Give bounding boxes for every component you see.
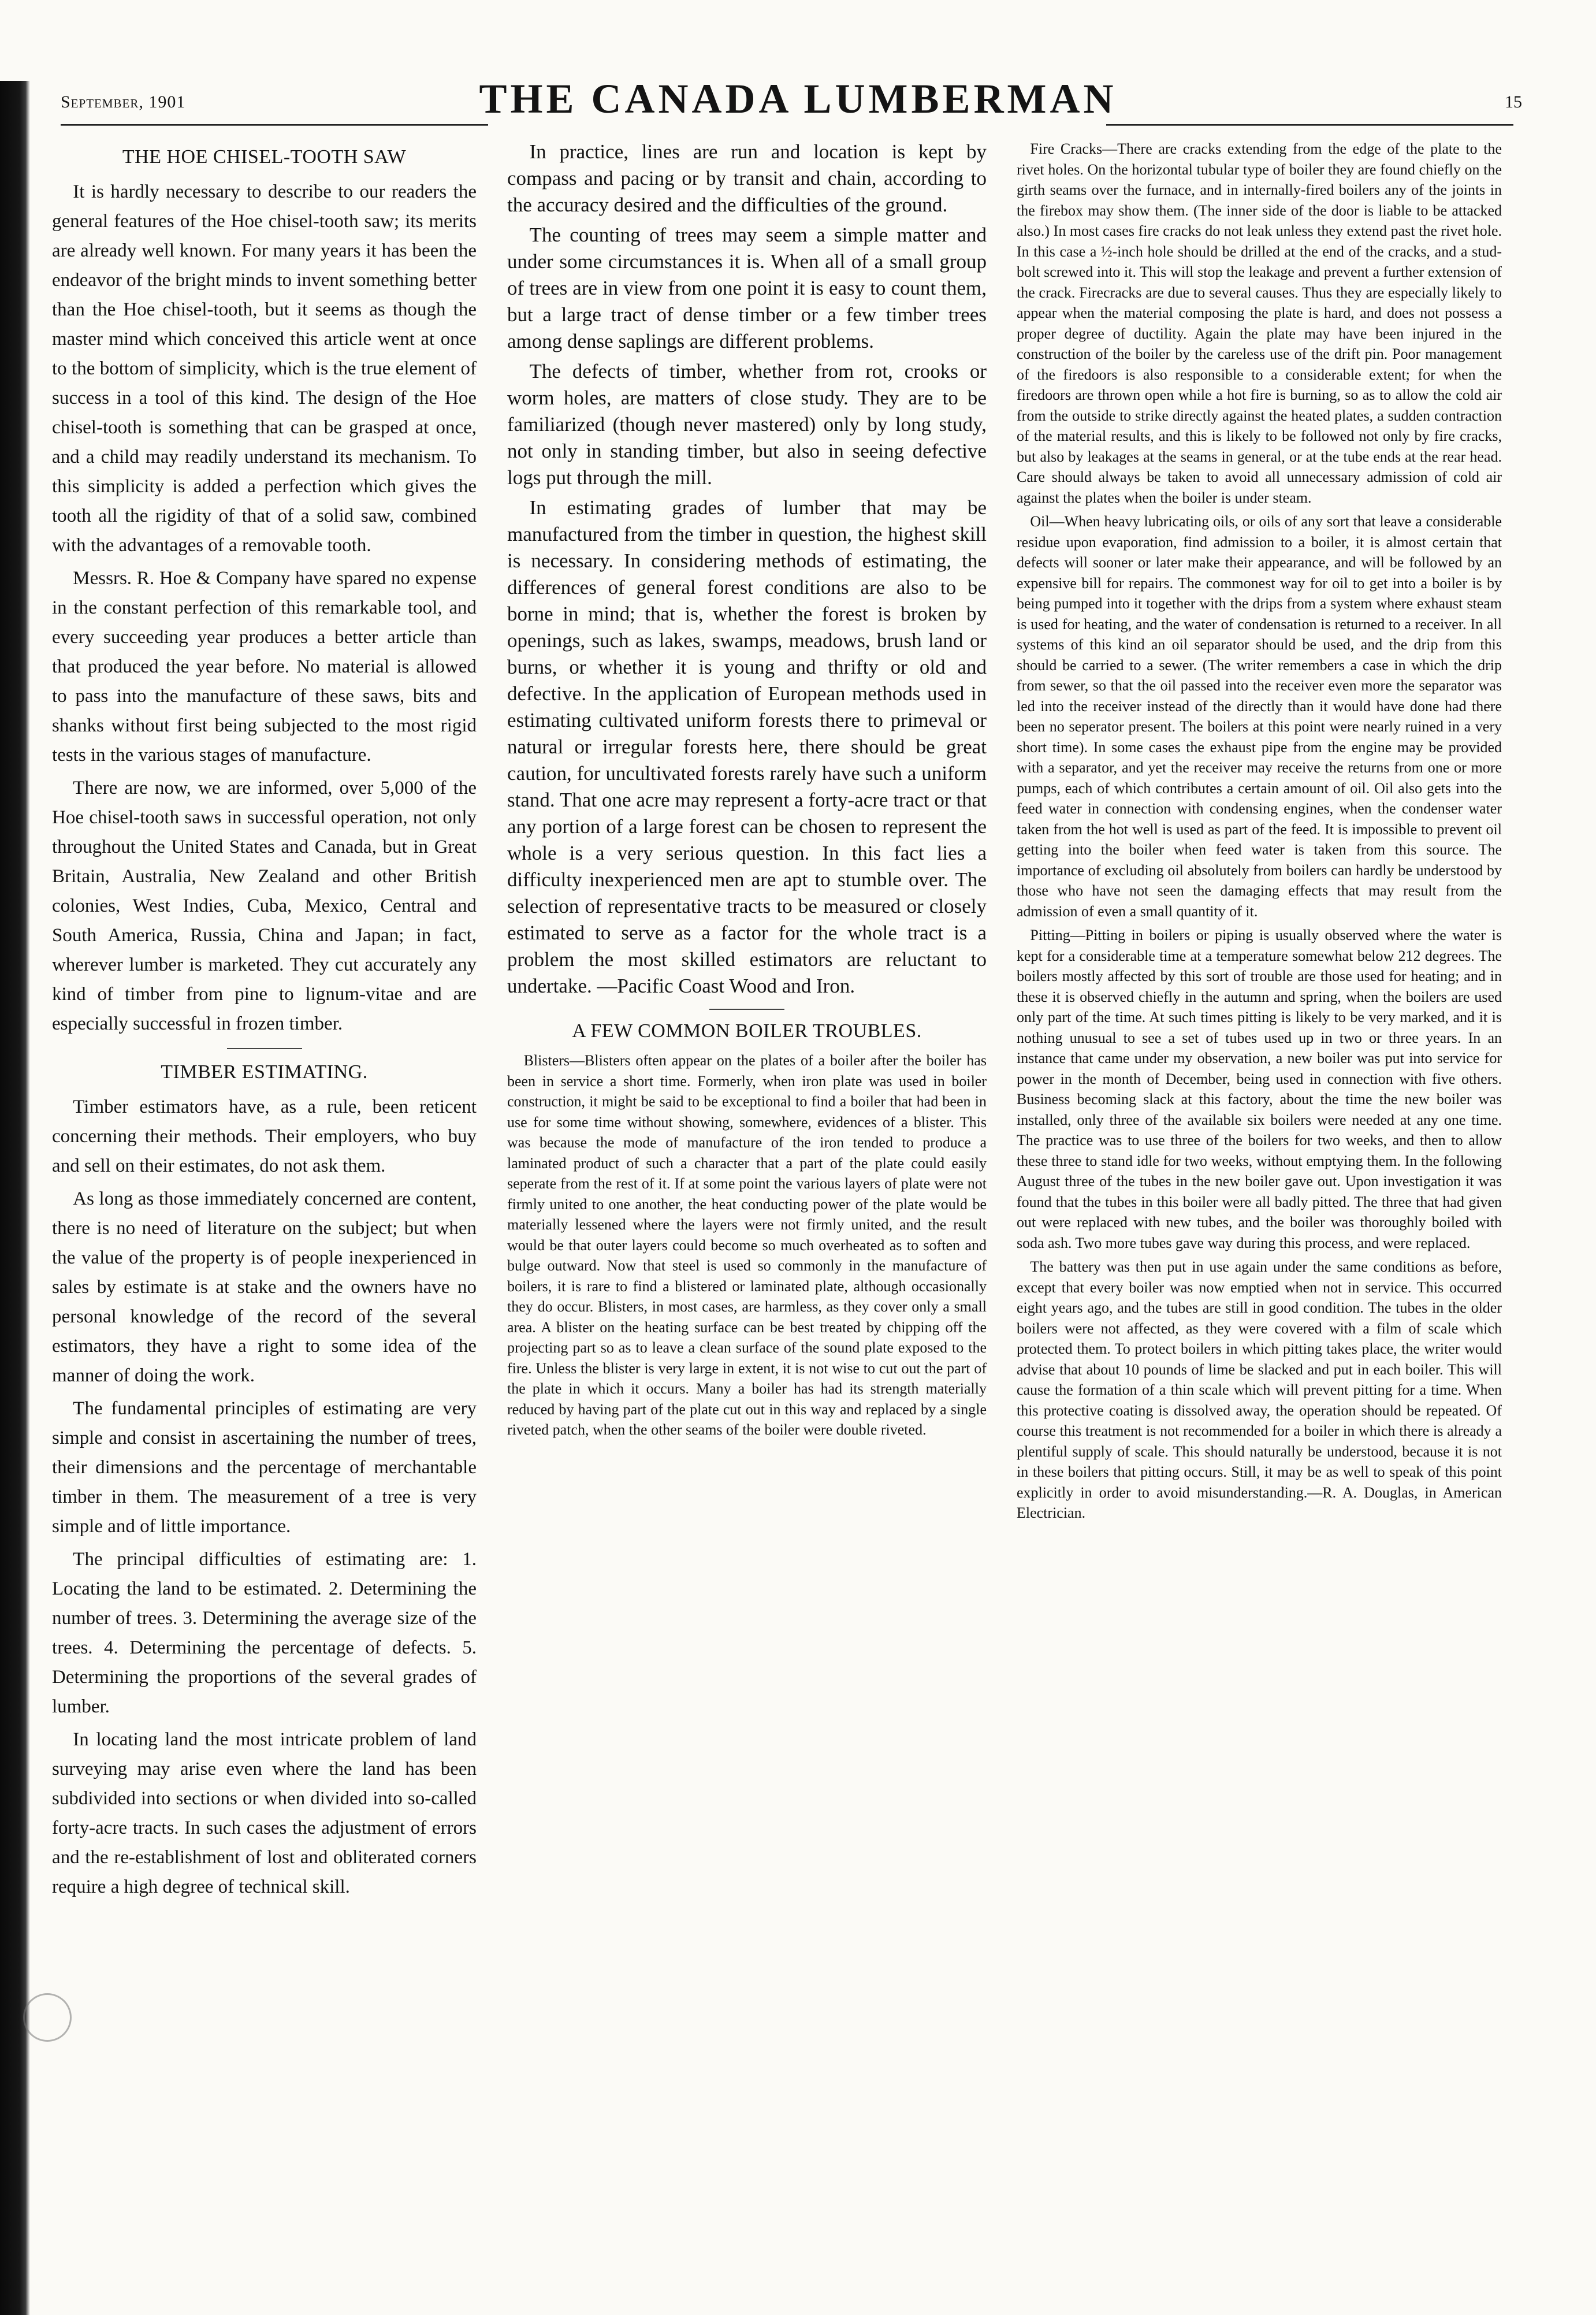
article-paragraph: Messrs. R. Hoe & Company have spared no expense in the constant perfection of this remarkable tool, and every succeeding year produces a better article than that produced the year before. No material is allowed to pass into the manufacture of these saws, bits and shanks without first being subjected to the most rigid tests in the various stages of manufacture. bbox=[52, 568, 477, 766]
article-paragraph: Oil—When heavy lubricating oils, or oils of any sort that leave a considerable residue upon evaporation, find admission to a boiler, it is almost certain that defects will sooner or later make their appearance, and will be followed by an expensive bill for repairs. The commonest way for oil to get into a boiler is by being pumped into it together with the drips from a system where exhaust steam is used for heating, and the water of condensation is returned to a receiver. In all systems of this kind an oil separator should be used, and the drip from this should be carried to a sewer. (The writer remembers a case in which the drip from sewer, so that the oil passed into the receiver even more the separator was led into the receiver instead of the directly than it would have done had there been no seperator present. The boilers at this point were nearly ruined in a very short time). In some cases the exhaust pipe from the engine may be provided with a separator, and yet the receiver may receive the returns from one or more pumps, each of which contributes a certain amount of oil. Oil also gets into the feed water in connection with condensing engines, when the condenser water taken from the hot well is used as part of the feed. It is impossible to prevent oil getting into the boiler when feed water is taken from this source. The importance of excluding oil absolutely from boilers can hardly be understood by those who have not seen the damaging effects that may result from the admission of even a small quantity of it. bbox=[1017, 513, 1502, 920]
article-paragraph: In practice, lines are run and location is kept by compass and pacing or by transit and chain, according to the accuracy desired and the difficulties of the ground. bbox=[507, 140, 987, 216]
article-paragraph: As long as those immediately concerned are content, there is no need of literature on the subject; but when the value of the property is of people inexperienced in sales by estimate is at stake and the owners have no personal knowledge of the record of the several estimators, they have a right to some idea of the manner of doing the work. bbox=[52, 1188, 477, 1386]
article-paragraph: There are now, we are informed, over 5,000 of the Hoe chisel-tooth saws in successful operation, not only throughout the United States and Canada, but in Great Britain, Australia, New Zealand and other British colonies, West Indies, Cuba, Mexico, Central and South America, Russia, China and Japan; in fact, wherever lumber is marketed. They cut accurately any kind of timber from pine to lignum-vitae and are especially successful in frozen timber. bbox=[52, 778, 477, 1034]
article-paragraph: Fire Cracks—There are cracks extending from the edge of the plate to the rivet holes. On the horizontal tubular type of boiler they are found chiefly on the girth seams over the furnace, and in internally-fired boilers any of the joints in the firebox may show them. (The inner side of the door is liable to be attacked also.) In most cases fire cracks do not leak unless they extend past the rivet hole. In this case a ½-inch hole should be drilled at the end of the cracks, and a stud-bolt screwed into it. This will stop the leakage and prevent a further extension of the crack. Firecracks are due to several causes. Thus they are especially likely to appear when the material composing the plate is hard, and does not possess a proper degree of ductility. Again the plate may have been injured in the construction of the boiler by the careless use of the drift pin. Poor management of the firedoors is also responsible to a considerable extent; for when the firedoors are thrown open while a hot fire is burning, so as to allow the cold air from the outside to strike directly against the heated plates, a sudden contraction of the material results, and this is likely to be followed not only by fire cracks, but also by leakages at the seams in general, or at the tube ends at the rear head. Care should always be taken to avoid all unnecessary admission of cold air against the plates when the boiler is under steam. bbox=[1017, 140, 1502, 506]
article-paragraph: The fundamental principles of estimating are very simple and consist in ascertaining the number of trees, their dimensions and the percentage of merchantable timber in them. The measurement of a tree is very simple and of little importance. bbox=[52, 1398, 477, 1537]
page-binding-edge bbox=[0, 81, 30, 2315]
article-paragraph: The defects of timber, whether from rot, crooks or worm holes, are matters of close study. They are to be familiarized (though never mastered) only by long study, not only in standing timber, but also in seeing defective logs put through the mill. bbox=[507, 360, 987, 489]
column-1 bbox=[52, 139, 477, 2282]
article-paragraph: The counting of trees may seem a simple matter and under some circumstances it is. When all of a small group of trees are in view from one point it is easy to count them, but a large tract of dense timber or a few timber trees among dense saplings are different problems. bbox=[507, 224, 987, 352]
column-2 bbox=[507, 139, 987, 2190]
article-paragraph: The principal difficulties of estimating are: 1. Locating the land to be estimated. 2. Determining the number of trees. 3. Determining the average size of the trees. 4. Determining the percentage of defects. 5. Determining the proportions of the several grades of lumber. bbox=[52, 1549, 477, 1717]
masthead-rule-right bbox=[1106, 124, 1513, 126]
article-divider bbox=[227, 1048, 302, 1049]
article-paragraph: In estimating grades of lumber that may be manufactured from the timber in question, the highest skill is necessary. In considering methods of estimating, the differences of general forest conditions are also to be borne in mind; that is, whether the forest is broken by openings, such as lakes, swamps, meadows, brush land or burns, or whether it is young and thrifty or old and defective. In the application of European methods used in estimating cultivated uniform forests there to primeval or natural or irregular forests here, there should be great caution, for uncultivated forests rarely have such a uniform stand. That one acre may represent a forty-acre tract or that any portion of a large forest can be chosen to represent the whole is a very serious question. In this fact lies a difficulty inexperienced men are apt to stumble over. The selection of representative tracts to be measured or closely estimated to serve as a factor for the whole tract is a problem the most skilled estimators are reluctant to undertake. —Pacific Coast Wood and Iron. bbox=[507, 496, 987, 997]
article-paragraph: It is hardly necessary to describe to our readers the general features of the Hoe chisel-tooth saw; its merits are already well known. For many years it has been the endeavor of the bright minds to invent something better than the Hoe chisel-tooth, but it seems as though the master mind which conceived this article went at once to the bottom of simplicity, which is the true element of success in a tool of this kind. The design of the Hoe chisel-tooth is something that can be grasped at once, and a child may readily understand its mechanism. To this simplicity is added a perfection which gives the tooth all the rigidity of that of a solid saw, combined with the advantages of a removable tooth. bbox=[52, 181, 477, 556]
article-paragraph: Timber estimators have, as a rule, been reticent concerning their methods. Their employers, who buy and sell on their estimates, do not ask them. bbox=[52, 1097, 477, 1176]
article-title-boiler-troubles: A FEW COMMON BOILER TROUBLES. bbox=[572, 1020, 922, 1042]
publication-title: THE CANADA LUMBERMAN bbox=[479, 76, 1117, 122]
issue-date: September, 1901 bbox=[61, 92, 186, 112]
article-divider bbox=[709, 1009, 784, 1010]
article-paragraph: The battery was then put in use again under the same conditions as before, except that every boiler was now emptied when not in service. This occurred eight years ago, and the tubes are still in good condition. The tubes in the older boilers were not affected, as they were covered with a film of scale which protected them. To protect boilers in which pitting takes place, the writer would advise that about 10 pounds of lime be slacked and put in each boiler. This will cause the formation of a thin scale which will prevent pitting for a time. When this protective coating is dissolved away, the operation should be repeated. Of course this treatment is not recommended for a boiler in which there is already a plentiful supply of scale. This should naturally be understood, because it is not in these boilers that pitting occurs. Still, it may be as well to speak of this point explicitly in order to avoid misunderstanding.—R. A. Douglas, in American Electrician. bbox=[1017, 1258, 1502, 1521]
column-3 bbox=[1017, 139, 1502, 2253]
article-paragraph: Blisters—Blisters often appear on the plates of a boiler after the boiler has been in service a short time. Formerly, when iron plate was used in boiler construction, it might be said to be exceptional to find a boiler that had been in use for some time without showing, somewhere, evidences of a blister. This was because the mode of manufacture of the iron tended to produce a laminated product of such a character that a part of the plate could easily seperate from the rest of it. If at some point the various layers of plate were not firmly united to one another, the heat conducting power of the plate would be materially lessened where the layers were not firmly united, and the result would be that outer layers could become so much overheated as to soften and bulge outward. Now that steel is used so commonly in the manufacture of boilers, it is rare to find a blistered or laminated plate, although occasionally they do occur. Blisters, in most cases, are harmless, as they cover only a small area. A blister on the heating surface can be best treated by chipping off the projecting part so as to leave a clean surface of the sound plate exposed to the fire. Unless the blister is very large in extent, it is not wise to cut out the part of the plate in which it occurs. Many a boiler has had its strength materially reduced by having part of the plate cut out in this way and replaced by a single riveted patch, when the other seams of the boiler were double riveted. bbox=[507, 1052, 987, 1438]
article-title-timber-estimating: TIMBER ESTIMATING. bbox=[161, 1061, 368, 1083]
article-paragraph: Pitting—Pitting in boilers or piping is usually observed where the water is kept for a considerable time at a temperature somewhat below 212 degrees. The boilers mostly affected by this sort of trouble are those used for heating; and in these it is observed chiefly in the autumn and spring, when the boilers are used only part of the time. At such times pitting is likely to be very marked, and it is nothing unusual to see a set of tubes used up in two or three years. In an instance that came under my observation, a new boiler was put into service for power in the month of December, being used in connection with five others. Business becoming slack at this factory, about the time the new boiler was installed, only three of the available six boilers were needed at any one time. The practice was to use three of the boilers for two weeks, and then to allow these three to stand idle for two weeks, without emptying them. In the following August three of the tubes in the new boiler gave out. Upon investigation it was found that the tubes in this boiler were all badly pitted. The three that had given out were replaced with new tubes, and the boiler was thoroughly boiled with soda ash. Two more tubes gave way during this process, and were replaced. bbox=[1017, 927, 1502, 1251]
article-title-chisel-tooth-saw: THE HOE CHISEL-TOOTH SAW bbox=[122, 146, 407, 168]
masthead bbox=[0, 0, 1596, 133]
library-stamp bbox=[23, 1993, 72, 2042]
page-number: 15 bbox=[1505, 92, 1522, 112]
article-paragraph: In locating land the most intricate problem of land surveying may arise even where the land has been subdivided into sections or when divided into so-called forty-acre tracts. In such cases the adjustment of errors and the re-establishment of lost and obliterated corners require a high degree of technical skill. bbox=[52, 1729, 477, 1897]
masthead-rule-left bbox=[61, 124, 488, 126]
